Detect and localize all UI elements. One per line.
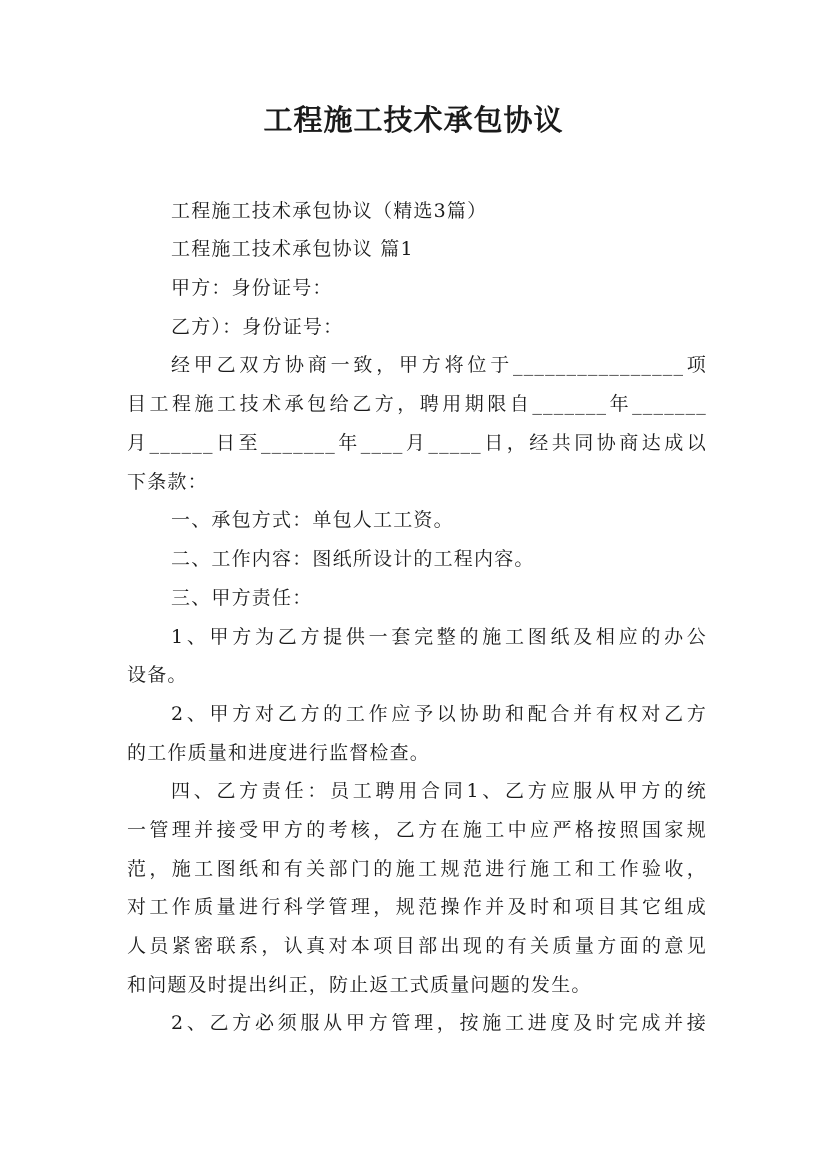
text-line: 工程施工技术承包协议（精选3篇） [171, 200, 488, 222]
text-line: 和问题及时提出纠正，防止返工式质量问题的发生。 [127, 974, 592, 996]
text-line: 工程施工技术承包协议 篇1 [171, 238, 414, 260]
text-line: 甲方：身份证号： [171, 277, 333, 299]
document-title: 工程施工技术承包协议 [263, 103, 564, 137]
text-line: 月______日至_______年____月_____日，经共同协商达成以 [127, 432, 707, 454]
text-line: 范，施工图纸和有关部门的施工规范进行施工和工作验收， [127, 858, 707, 880]
text-line: 一管理并接受甲方的考核，乙方在施工中应严格按照国家规 [127, 819, 707, 841]
text-line: 2、乙方必须服从甲方管理，按施工进度及时完成并接 [171, 1012, 707, 1034]
text-line: 人员紧密联系，认真对本项目部出现的有关质量方面的意见 [127, 935, 707, 957]
text-line: 1、甲方为乙方提供一套完整的施工图纸及相应的办公 [171, 626, 707, 648]
text-line: 一、承包方式：单包人工工资。 [171, 509, 454, 531]
text-line: 目工程施工技术承包给乙方，聘用期限自_______年_______ [127, 393, 707, 415]
text-line: 四、乙方责任：员工聘用合同1、乙方应服从甲方的统 [171, 780, 707, 802]
text-line: 的工作质量和进度进行监督检查。 [127, 742, 431, 764]
text-line: 三、甲方责任： [171, 587, 313, 609]
text-line: 乙方）：身份证号： [171, 316, 344, 338]
text-line: 二、工作内容：图纸所设计的工程内容。 [171, 548, 535, 570]
text-line: 经甲乙双方协商一致，甲方将位于________________项 [171, 354, 707, 376]
text-line: 对工作质量进行科学管理，规范操作并及时和项目其它组成 [127, 896, 707, 918]
text-line: 下条款： [127, 471, 208, 493]
text-line: 设备。 [127, 664, 188, 686]
text-line: 2、甲方对乙方的工作应予以协助和配合并有权对乙方 [171, 703, 707, 725]
